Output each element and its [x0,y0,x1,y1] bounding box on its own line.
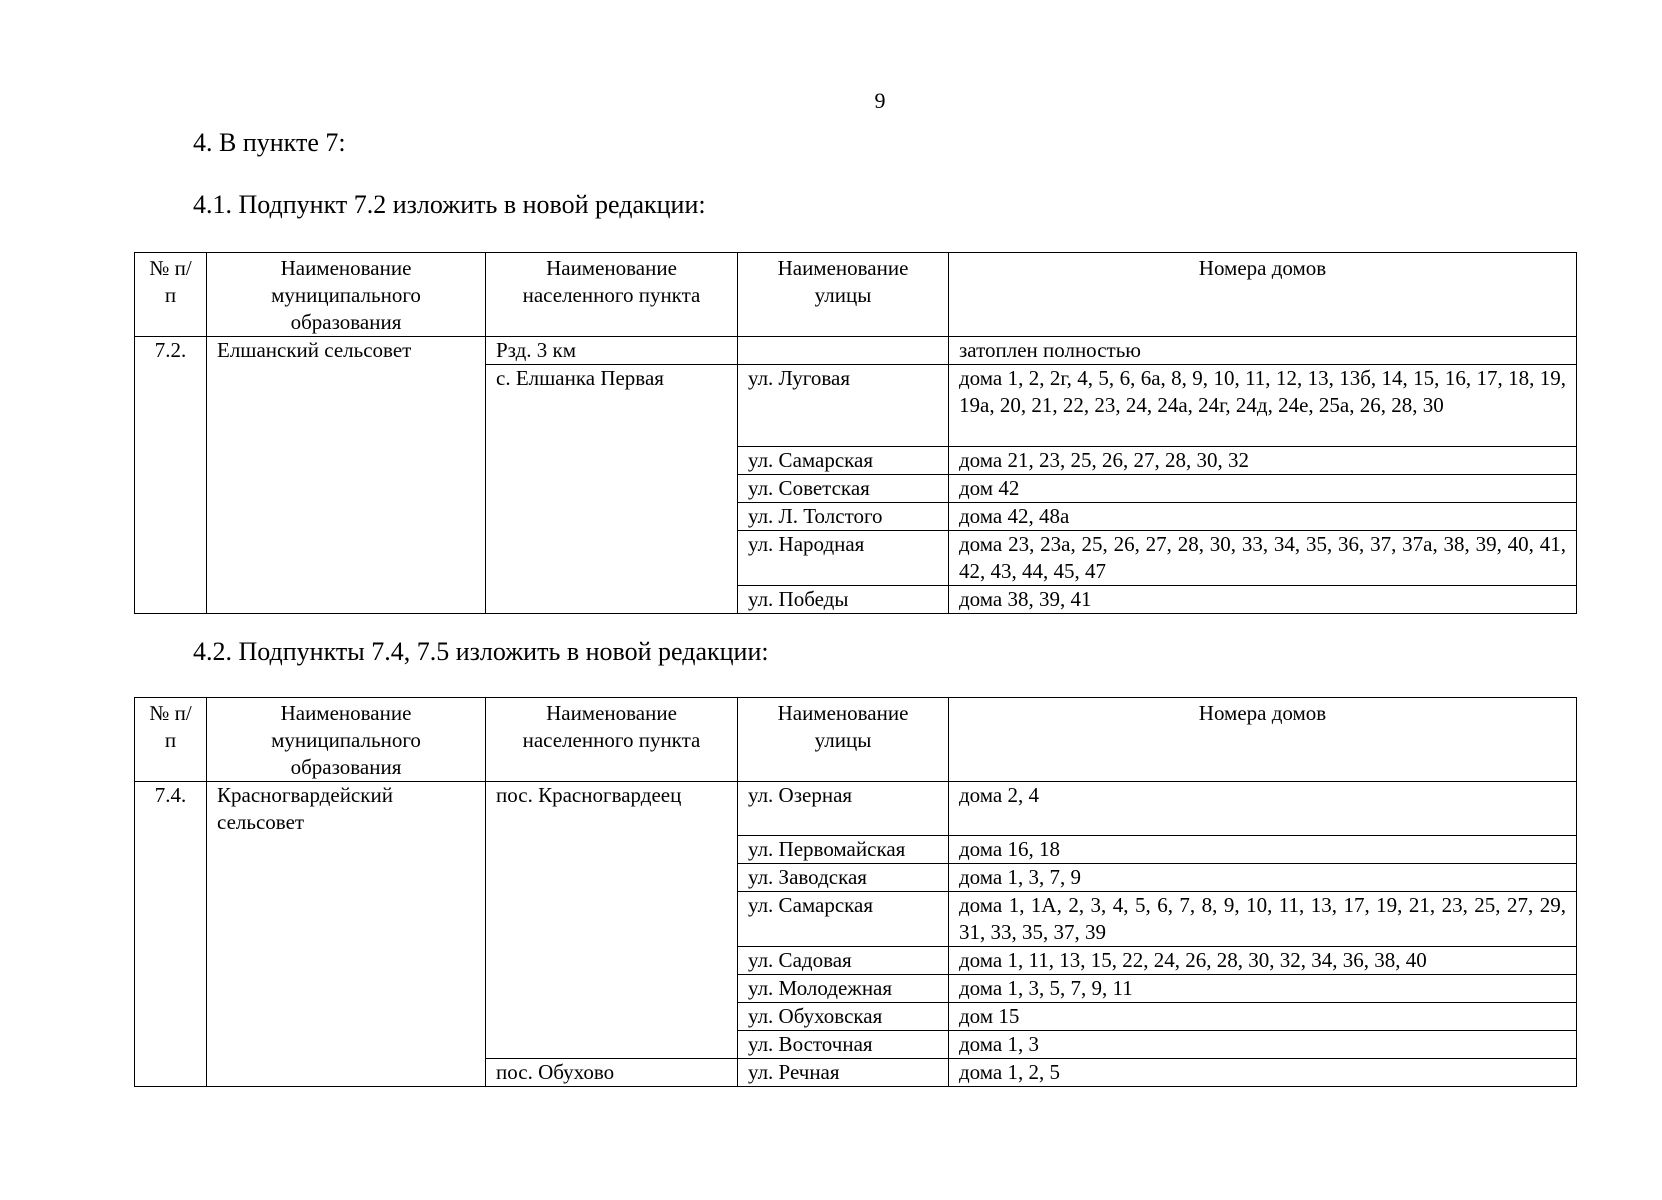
houses-cell: дом 42 [949,475,1577,503]
houses-cell: дома 1, 2, 5 [949,1059,1577,1087]
houses-cell: дома 1, 11, 13, 15, 22, 24, 26, 28, 30, 32, 34, 36, 38, 40 [949,947,1577,975]
subsection-heading-7-4-7-5: 4.2. Подпункты 7.4, 7.5 изложить в новой редакции: [193,637,769,666]
street-cell: ул. Садовая [738,947,949,975]
subsection-heading-7-2: 4.1. Подпункт 7.2 изложить в новой редакции: [193,190,706,219]
column-header-settlement: Наименование населенного пункта [486,253,738,337]
houses-cell: дома 16, 18 [949,836,1577,864]
houses-cell: дома 1, 3, 5, 7, 9, 11 [949,975,1577,1003]
settlement-cell: пос. Обухово [486,1059,738,1087]
table-header-row [135,698,1577,782]
settlement-cell: Рзд. 3 км [486,337,738,365]
table-header-row [135,253,1577,337]
row-number: 7.2. [135,337,207,614]
houses-cell: дома 1, 3 [949,1031,1577,1059]
table-subpoint-7-2 [134,252,1577,614]
municipality-cell: Красногвардейский сельсовет [207,782,486,1087]
settlement-cell: пос. Красногвардеец [486,782,738,1059]
street-cell: ул. Восточная [738,1031,949,1059]
street-cell: ул. Обуховская [738,1003,949,1031]
street-cell: ул. Озерная [738,782,949,836]
houses-cell: дома 23, 23а, 25, 26, 27, 28, 30, 33, 34, 35, 36, 37, 37а, 38, 39, 40, 41, 42, 43, 44, 45, 47 [949,531,1577,586]
section-heading: 4. В пункте 7: [193,128,346,157]
street-cell: ул. Л. Толстого [738,503,949,531]
street-cell: ул. Молодежная [738,975,949,1003]
houses-cell: дома 38, 39, 41 [949,586,1577,614]
street-cell: ул. Первомайская [738,836,949,864]
street-cell: ул. Самарская [738,892,949,947]
street-cell [738,337,949,365]
houses-cell: дома 1, 1А, 2, 3, 4, 5, 6, 7, 8, 9, 10, 11, 13, 17, 19, 21, 23, 25, 27, 29, 31, 33, 35, 37, 39 [949,892,1577,947]
houses-cell: дома 21, 23, 25, 26, 27, 28, 30, 32 [949,447,1577,475]
street-cell: ул. Победы [738,586,949,614]
table-row [135,782,1577,836]
houses-cell: дома 42, 48а [949,503,1577,531]
street-cell: ул. Речная [738,1059,949,1087]
page-number: 9 [874,88,886,113]
column-header-settlement: Наименование населенного пункта [486,698,738,782]
street-cell: ул. Самарская [738,447,949,475]
column-header-num: № п/п [135,698,207,782]
street-cell: ул. Луговая [738,365,949,447]
table-row [135,337,1577,365]
houses-cell: дом 15 [949,1003,1577,1031]
houses-cell: затоплен полностью [949,337,1577,365]
municipality-cell: Елшанский сельсовет [207,337,486,614]
houses-cell: дома 2, 4 [949,782,1577,836]
column-header-municipality: Наименование муниципального образования [207,698,486,782]
row-number: 7.4. [135,782,207,1087]
houses-cell: дома 1, 2, 2г, 4, 5, 6, 6а, 8, 9, 10, 11, 12, 13, 13б, 14, 15, 16, 17, 18, 19, 19а, 20, 21, 22, 23, 24, 24а, 24г, 24д, 24е, 25а, 26, 28, 30 [949,365,1577,447]
column-header-houses: Номера домов [949,253,1577,337]
settlement-cell: с. Елшанка Первая [486,365,738,614]
street-cell: ул. Народная [738,531,949,586]
street-cell: ул. Заводская [738,864,949,892]
column-header-houses: Номера домов [949,698,1577,782]
column-header-street: Наименование улицы [738,253,949,337]
houses-cell: дома 1, 3, 7, 9 [949,864,1577,892]
column-header-street: Наименование улицы [738,698,949,782]
street-cell: ул. Советская [738,475,949,503]
column-header-municipality: Наименование муниципального образования [207,253,486,337]
column-header-num: № п/п [135,253,207,337]
table-subpoints-7-4-7-5 [134,697,1577,1087]
